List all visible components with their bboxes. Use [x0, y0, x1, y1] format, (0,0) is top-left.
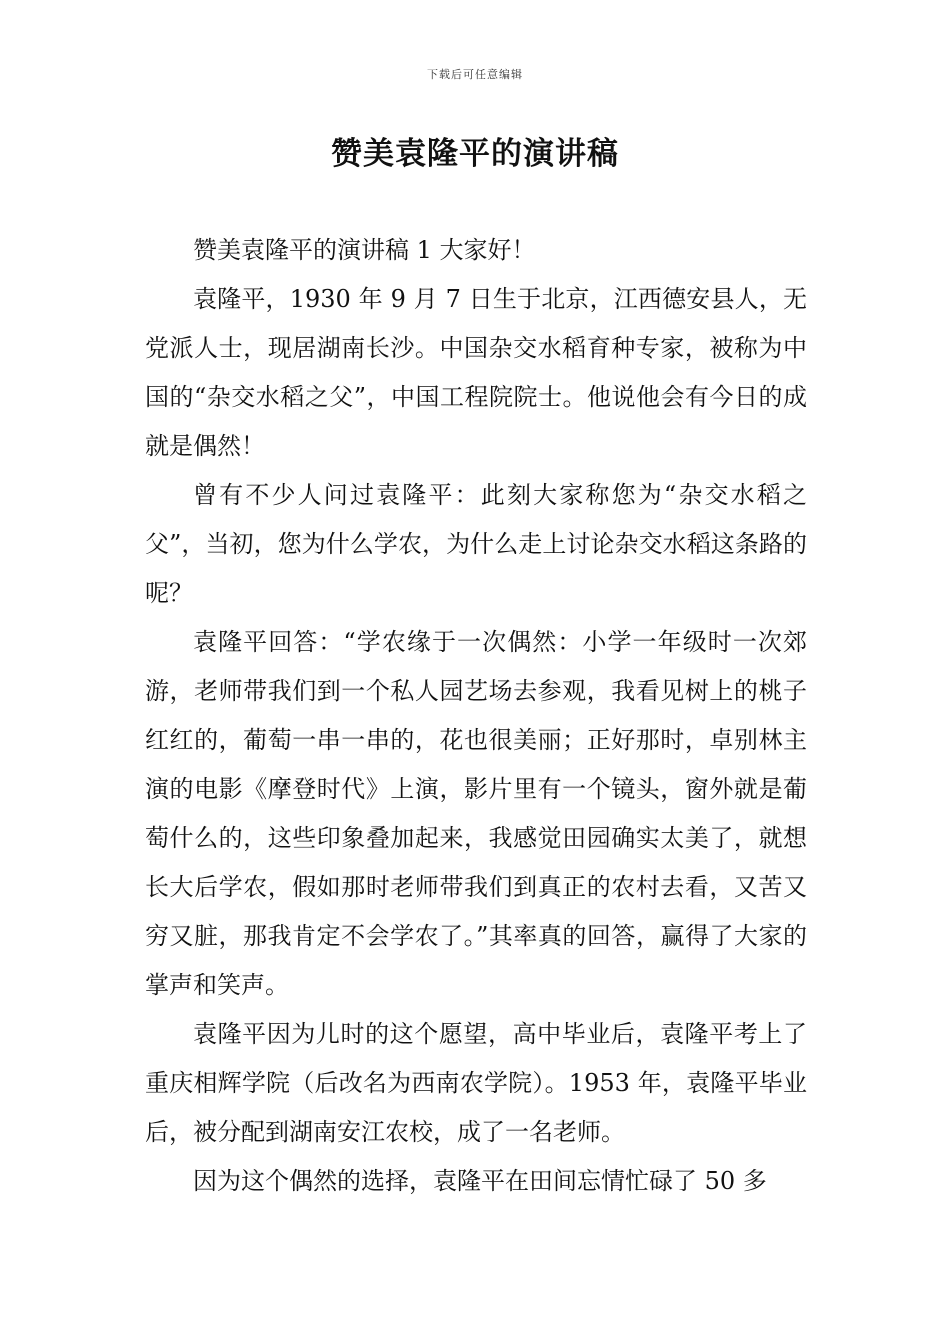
paragraph: 曾有不少人问过袁隆平：此刻大家称您为“杂交水稻之父”，当初，您为什么学农，为什么走上讨论杂交水稻这条路的呢？	[145, 481, 807, 607]
paragraph: 袁隆平，1930 年 9 月 7 日生于北京，江西德安县人，无党派人士，现居湖南长沙。中国杂交水稻育种专家，被称为中国的“杂交水稻之父”，中国工程院院士。他说他会有今日的成就是偶然！	[145, 285, 807, 460]
document-body	[145, 226, 807, 1206]
paragraph: 袁隆平因为儿时的这个愿望，高中毕业后，袁隆平考上了重庆相辉学院（后改名为西南农学院）。1953 年，袁隆平毕业后，被分配到湖南安江农校，成了一名老师。	[145, 1020, 807, 1146]
header-note: 下载后可任意编辑	[427, 68, 523, 81]
paragraph: 因为这个偶然的选择，袁隆平在田间忘情忙碌了 50 多	[193, 1167, 767, 1195]
paragraph: 袁隆平回答：“学农缘于一次偶然：小学一年级时一次郊游，老师带我们到一个私人园艺场去参观，我看见树上的桃子红红的，葡萄一串一串的，花也很美丽；正好那时，卓别林主演的电影《摩登时代》上演，影片里有一个镜头，窗外就是葡萄什么的，这些印象叠加起来，我感觉田园确实太美了，就想长大后学农，假如那时老师带我们到真正的农村去看，又苦又穷又脏，那我肯定不会学农了。”其率真的回答，赢得了大家的掌声和笑声。	[145, 628, 807, 999]
document-title: 赞美袁隆平的演讲稿	[331, 136, 619, 172]
paragraph: 赞美袁隆平的演讲稿 1 大家好！	[193, 236, 536, 264]
